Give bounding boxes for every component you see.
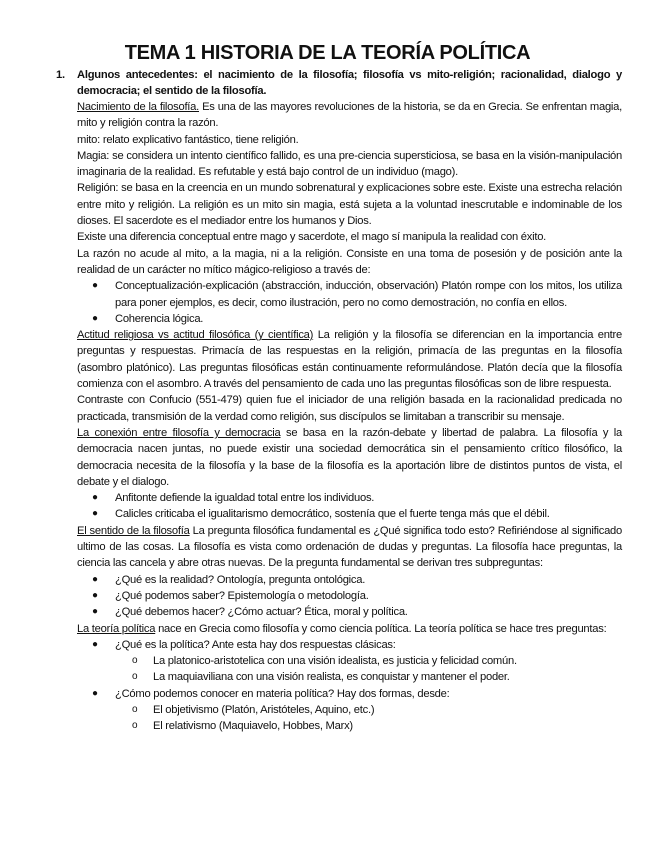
bullet-item [77, 604, 622, 620]
bullet-text: ¿Qué es la política? Ante esta hay dos respuestas clásicas: [115, 638, 396, 651]
bullet-icon: ● [92, 280, 98, 292]
bullet-text: Coherencia lógica. [115, 312, 204, 325]
paragraph-text: La religión y la filosofía se diferencian en la importancia entre preguntas y respuestas. Primacía de las respuestas en la religión, primacía de las preguntas en la filosofía (asombro platónico). Las preguntas filosóficas están continuamente reformulándose. Platón decía que la filosofía comienza con el asombro. A través del pensamiento de cada uno las preguntas filosóficas son de libre respuesta. [77, 329, 622, 391]
bullet-icon: ● [92, 606, 98, 618]
bullet-icon: ● [92, 687, 98, 699]
sub-bullet-icon: o [132, 703, 138, 715]
bullet-item [77, 686, 622, 702]
paragraph-magia: Magia: se considera un intento científico fallido, es una pre-ciencia supersticiosa, se basa en la visión-manipulación imaginaria de la realidad. Es refutable y está bajo control de un individuo (mago). [77, 149, 622, 179]
label-actitud: Actitud religiosa vs actitud filosófica (y científica) [77, 329, 314, 342]
paragraph-text: Es una de las mayores revoluciones de la historia, se da en Grecia. Se enfrentan magia, mito y religión contra la razón. [77, 101, 622, 130]
bullet-item [77, 572, 622, 588]
sub-bullet-icon: o [132, 720, 138, 732]
label-teoria: La teoría política [77, 622, 156, 635]
paragraph-text: nace en Grecia como filosofía y como ciencia política. La teoría política se hace tres preguntas: [155, 622, 607, 635]
sub-bullet-text: El relativismo (Maquiavelo, Hobbes, Marx) [153, 720, 353, 733]
sub-bullet-icon: o [132, 655, 138, 667]
sub-bullet-item [77, 653, 622, 669]
paragraph-religion: Religión: se basa en la creencia en un mundo sobrenatural y explicaciones sobre este. Existe una estrecha relación entre mito y religión. La religión es un mito sin magia, está sujeta a la voluntad inescrutable e indominable de los dioses. El sacerdote es el mediador entre los humanos y Dios. [77, 182, 622, 228]
bullet-text: ¿Qué podemos saber? Epistemología o metodología. [115, 589, 369, 602]
section-heading-text: Algunos antecedentes: el nacimiento de la filosofía; filosofía vs mito-religión; racionalidad, dialogo y democracia; el sentido de la filosofía. [77, 69, 622, 98]
bullet-item [77, 506, 622, 522]
section-heading [56, 67, 622, 100]
sub-bullet-item [77, 702, 622, 718]
section-number: 1. [56, 69, 65, 81]
paragraph-conexion [77, 425, 622, 490]
label-sentido: El sentido de la filosofía [77, 524, 190, 537]
sub-bullet-icon: o [132, 671, 138, 683]
bullet-text: ¿Qué es la realidad? Ontología, pregunta ontológica. [115, 573, 366, 586]
paragraph-sentido [77, 523, 622, 572]
bullet-icon: ● [92, 589, 98, 601]
paragraph-text: se basa en la razón-debate y libertad de palabra. La filosofía y la democracia nacen juntas, no puede existir una sociedad democrática sin el pensamiento crítico filosófico, la democracia necesita de la filosofía y la base de la filosofía es la aportación libre de distintos puntos de vista, el debate y el dialogo. [77, 426, 622, 488]
bullet-text: Calicles criticaba el igualitarismo democrático, sostenía que el fuerte tenga más que el débil. [115, 508, 550, 521]
paragraph-razon: La razón no acude al mito, a la magia, ni a la religión. Consiste en una toma de posesión y de posición ante la realidad de un carácter no mítico mágico-religioso a través de: [77, 247, 622, 276]
document-body [77, 99, 622, 735]
paragraph-confucio: Contraste con Confucio (551-479) quien fue el iniciador de una religión basada en la racionalidad predicada no practicada, transmisión de la verdad como religión, sus discípulos se limitaban a transcribir su mensaje. [77, 394, 622, 423]
bullet-text: ¿Cómo podemos conocer en materia política? Hay dos formas, desde: [115, 687, 450, 700]
bullet-item [77, 637, 622, 653]
label-conexion: La conexión entre filosofía y democracia [77, 426, 281, 439]
bullet-icon: ● [92, 638, 98, 650]
sub-bullet-text: El objetivismo (Platón, Aristóteles, Aquino, etc.) [153, 703, 375, 716]
paragraph-nacimiento [77, 99, 622, 132]
label-nacimiento: Nacimiento de la filosofía. [77, 101, 199, 113]
bullet-text: ¿Qué debemos hacer? ¿Cómo actuar? Ética, moral y política. [115, 606, 408, 619]
bullet-item [77, 588, 622, 604]
bullet-icon: ● [92, 492, 98, 504]
paragraph-teoria [77, 621, 622, 637]
bullet-icon: ● [92, 312, 98, 324]
bullet-item [77, 490, 622, 506]
paragraph-mito: mito: relato explicativo fantástico, tiene religión. [77, 133, 299, 146]
bullet-icon: ● [92, 508, 98, 520]
bullet-item [77, 278, 622, 311]
bullet-text: Conceptualización-explicación (abstracción, inducción, observación) Platón rompe con los mitos, los utiliza para poner ejemplos, es decir, como ilustración, pero no como demostración, no confía en ellos. [115, 280, 622, 309]
bullet-icon: ● [92, 573, 98, 585]
sub-bullet-item [77, 669, 622, 685]
document-title: TEMA 1 HISTORIA DE LA TEORÍA POLÍTICA [124, 42, 531, 64]
paragraph-text: La pregunta filosófica fundamental es ¿Qué significa todo esto? Refiriéndose al significado ultimo de las cosas. La filosofía es vista como ordenación de dudas y preguntas. La filosofía hace preguntas, la ciencia las cancela y abre otras nuevas. De la pregunta fundamental se derivan tres subpreguntas: [77, 524, 622, 570]
paragraph-actitud [77, 327, 622, 392]
paragraph-diferencia: Existe una diferencia conceptual entre mago y sacerdote, el mago sí manipula la realidad con éxito. [77, 231, 547, 244]
bullet-text: Anfitonte defiende la igualdad total entre los individuos. [115, 492, 375, 505]
sub-bullet-text: La platonico-aristotelica con una visión idealista, es justicia y felicidad común. [153, 655, 517, 668]
sub-bullet-item [77, 718, 622, 734]
sub-bullet-text: La maquiaviliana con una visión realista, es conquistar y mantener el poder. [153, 671, 510, 684]
bullet-item [77, 311, 622, 327]
